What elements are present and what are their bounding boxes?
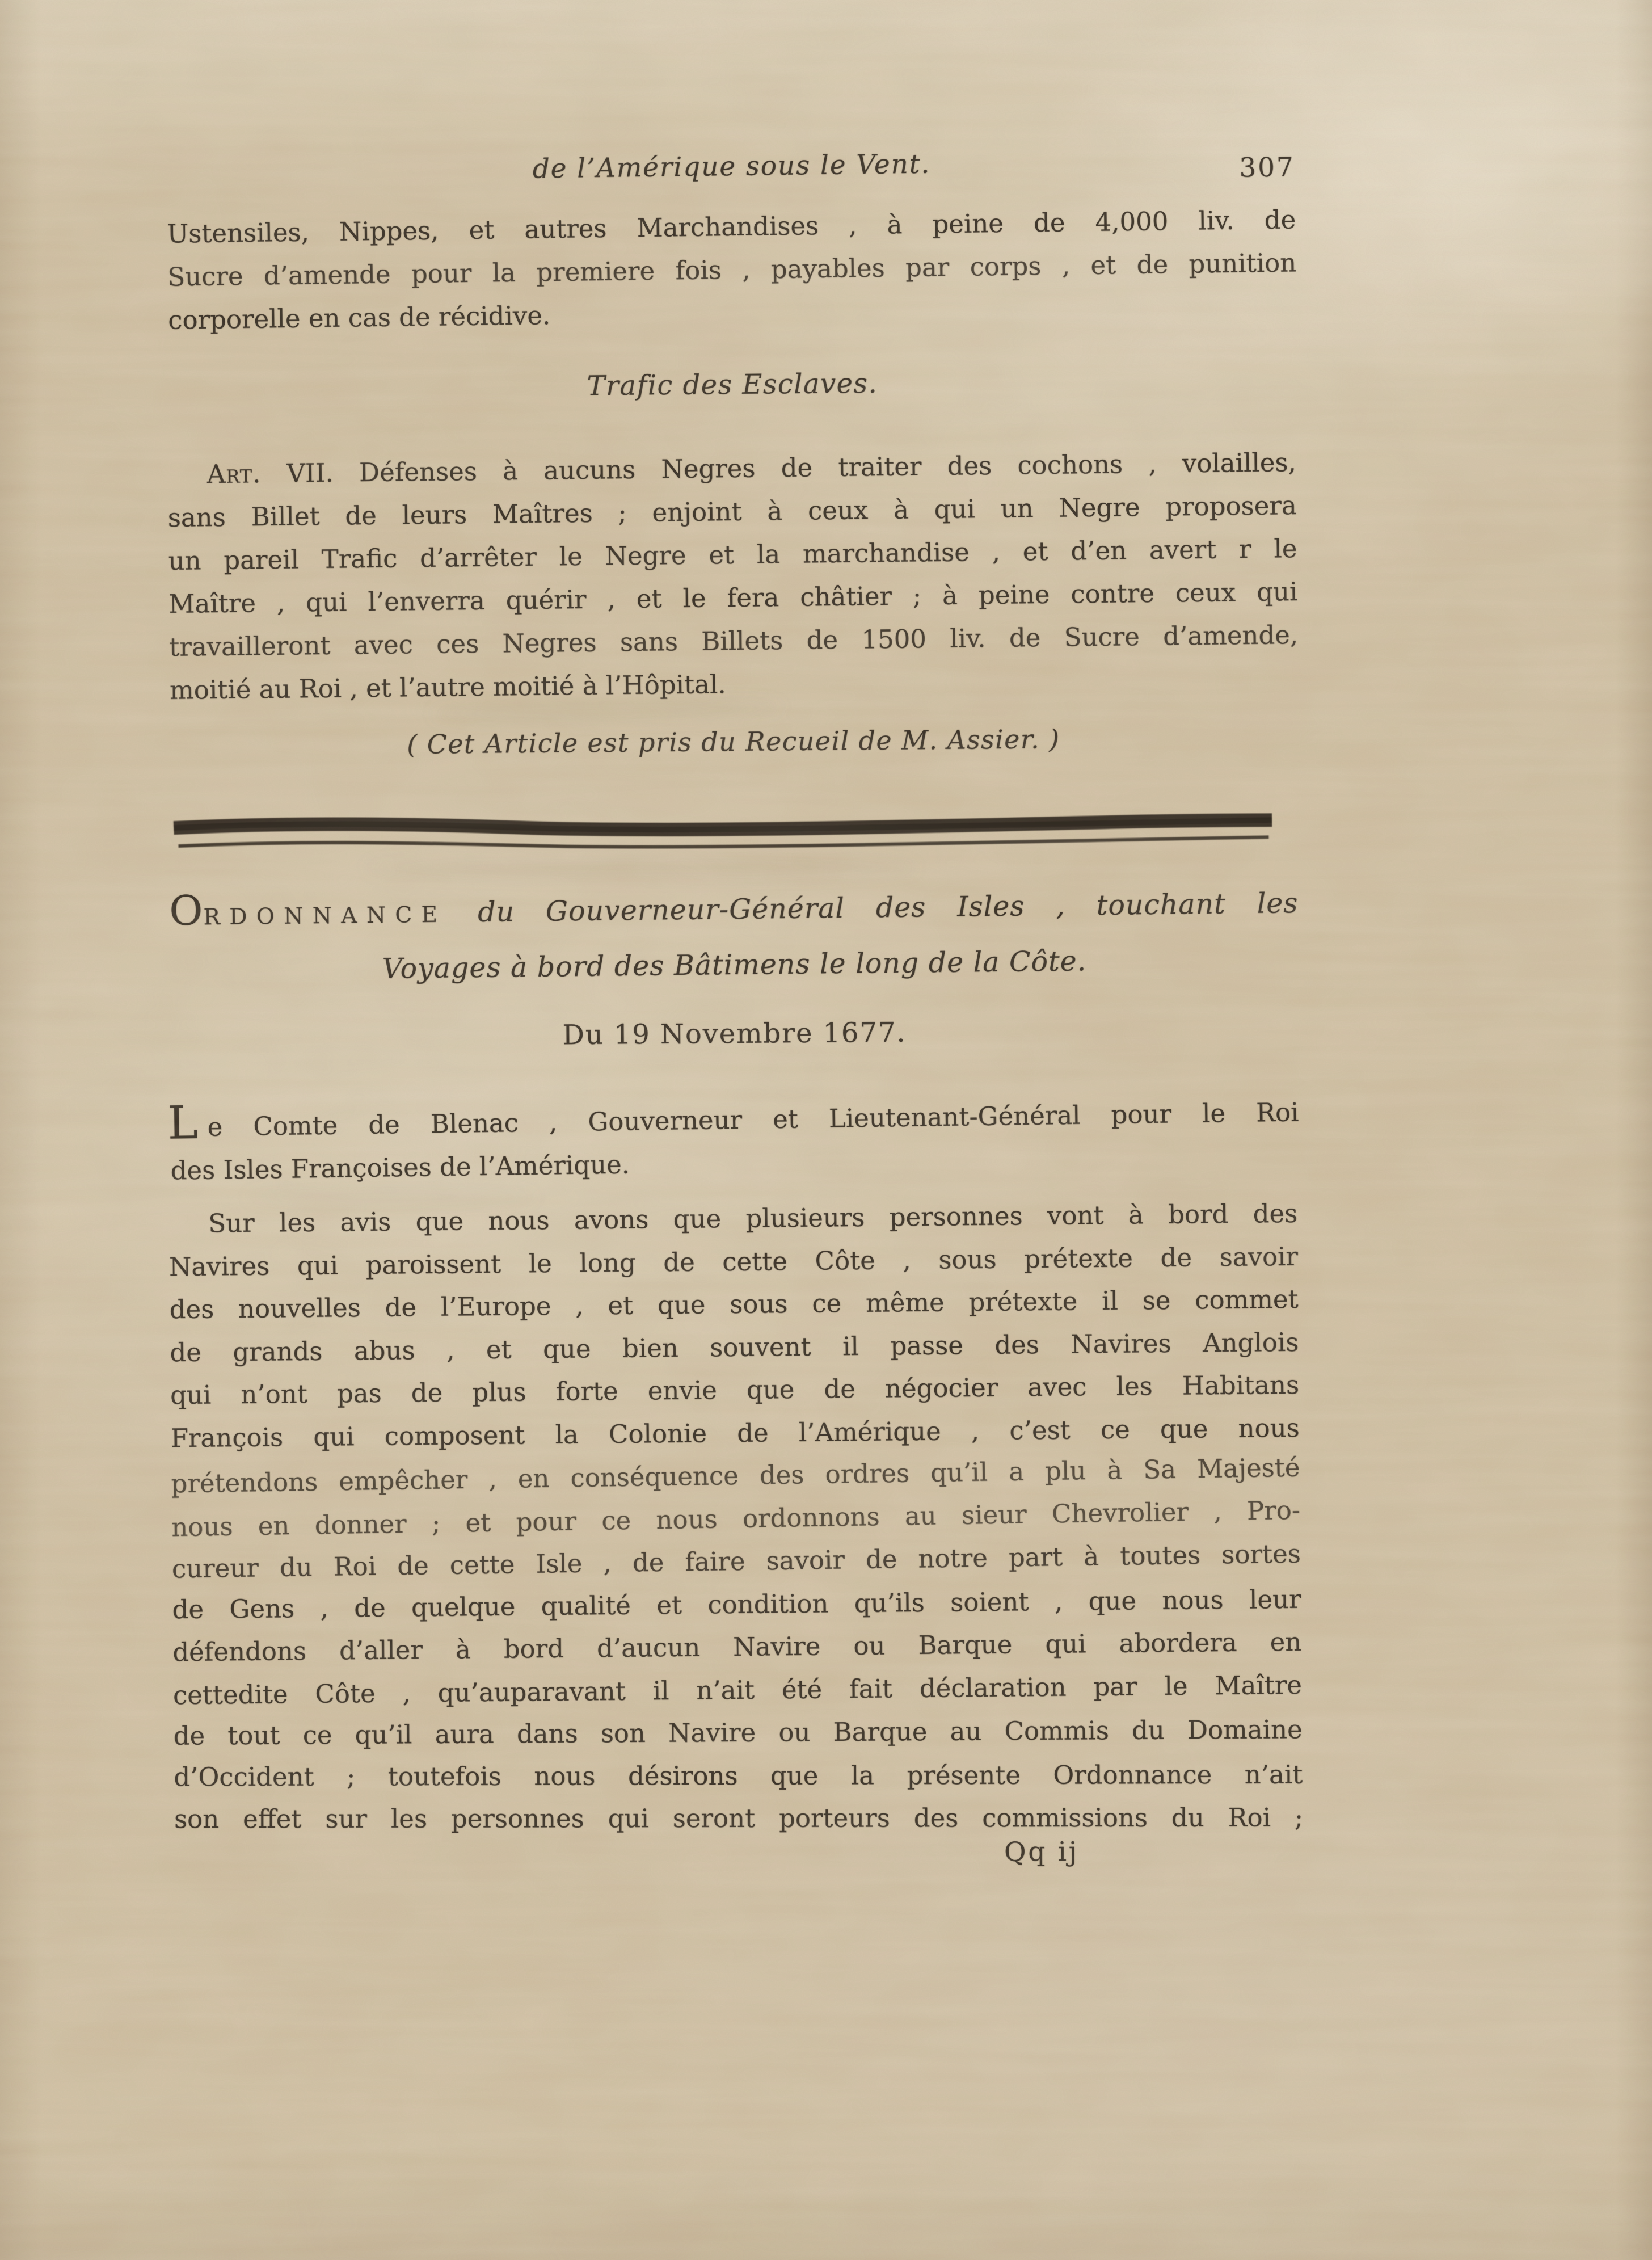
opening-paragraph [167,1091,1300,1192]
ordinance-title-line: Voyages à bord des Bâtimens le long de la Côte. [382,945,1087,985]
body-line: François qui composent la Colonie de l’Amérique , c’est ce que nous [170,1412,1300,1453]
page-number: 307 [1239,151,1295,184]
body-line: son effet sur les personnes qui seront porteurs des commissions du Roi ; [174,1802,1304,1834]
drop-cap-L: L [167,1096,199,1150]
date-heading: Du 19 Novembre 1677. [562,1016,907,1051]
article-number: VII. [286,457,334,489]
source-note: ( Cet Article est pris du Recueil de M. Assier. ) [407,723,1060,760]
body-line: Sucre d’amende pour la premiere fois , payables par corps , et de punition [167,247,1297,292]
ordinance-title [169,877,1299,998]
body-line: de Gens , de quelque qualité et condition qu’ils soient , que nous leur [172,1584,1301,1624]
body-line: qui n’ont pas de plus forte envie que de négocier avec les Habitans [170,1369,1300,1411]
body-line: Ustensiles, Nippes, et autres Marchandises , à peine de 4,000 liv. de [167,204,1296,249]
section-subheading: Trafic des Esclaves. [587,367,878,402]
body-line: défendons d’aller à bord d’aucun Navire ou Barque qui abordera en [172,1626,1302,1668]
running-head [167,144,1296,209]
article-label: Art. [206,458,262,490]
opening-text: e Comte de Blenac , Gouverneur et Lieutenant-Général pour le Roi [207,1097,1299,1142]
body-line: corporelle en cas de récidive. [167,300,551,335]
article-paragraph [167,441,1299,712]
body-line: de tout ce qu’il aura dans son Navire ou Barque au Commis du Domaine [173,1714,1303,1751]
ordinance-word-caps: RDONNANCE [203,902,447,931]
body-line: des nouvelles de l’Europe , et que sous ce même prétexte il se commet [169,1283,1299,1325]
body-line: d’Occident ; toutefois nous désirons que la présente Ordonnance n’ait [174,1759,1303,1792]
body-line: cettedite Côte , qu’auparavant il n’ait été fait déclaration par le Maître [172,1669,1303,1710]
body-line: des Isles Françoises de l’Amérique. [170,1149,630,1186]
body-line: moitié au Roi , et l’autre moitié à l’Hôpital. [169,669,726,705]
ink-showthrough-smudge [244,1189,539,1204]
body-line: Maître , qui l’enverra quérir , et le fera châtier ; à peine contre ceux qui [168,576,1298,619]
closing-paragraph [167,198,1297,342]
ink-showthrough-smudge [363,858,919,877]
body-line: cureur du Roi de cette Isle , de faire savoir de notre part à toutes sortes [171,1538,1301,1584]
body-text: Sur les avis que nous avons que plusieurs personnes vont à bord des [208,1198,1298,1239]
catchword: Qq ij [1004,1836,1080,1868]
ordinance-title-text: du Gouverneur-Général des Isles , touchant les [477,887,1299,928]
section-divider [169,806,1299,862]
body-line: un pareil Trafic d’arrêter le Negre et la marchandise , et d’en avert r le [168,533,1297,576]
running-title: de l’Amérique sous le Vent. [532,148,931,185]
body-line: de grands abus , et que bien souvent il passe des Navires Anglois [170,1327,1299,1367]
ordinance-initial: O [168,886,204,935]
body-line: prétendons empêcher , en conséquence des ordres qu’il a plu à Sa Majesté [171,1452,1300,1499]
article-text: Défenses à aucuns Negres de traiter des cochons , volailles, [359,447,1297,488]
body-line: nous en donner ; et pour ce nous ordonnons au sieur Chevrolier , Pro- [171,1495,1301,1542]
body-line: Navires qui paroissent le long de cette Côte , sous prétexte de savoir [168,1241,1299,1282]
body-line: travailleront avec ces Negres sans Billets de 1500 liv. de Sucre d’amende, [168,620,1299,662]
divider-rules [169,806,1299,862]
text-block [167,0,1303,2260]
body-line: sans Billet de leurs Maîtres ; enjoint à ceux à qui un Negre proposera [167,490,1297,533]
paragraph-indent [168,1232,208,1233]
body-paragraph [168,1192,1303,1845]
